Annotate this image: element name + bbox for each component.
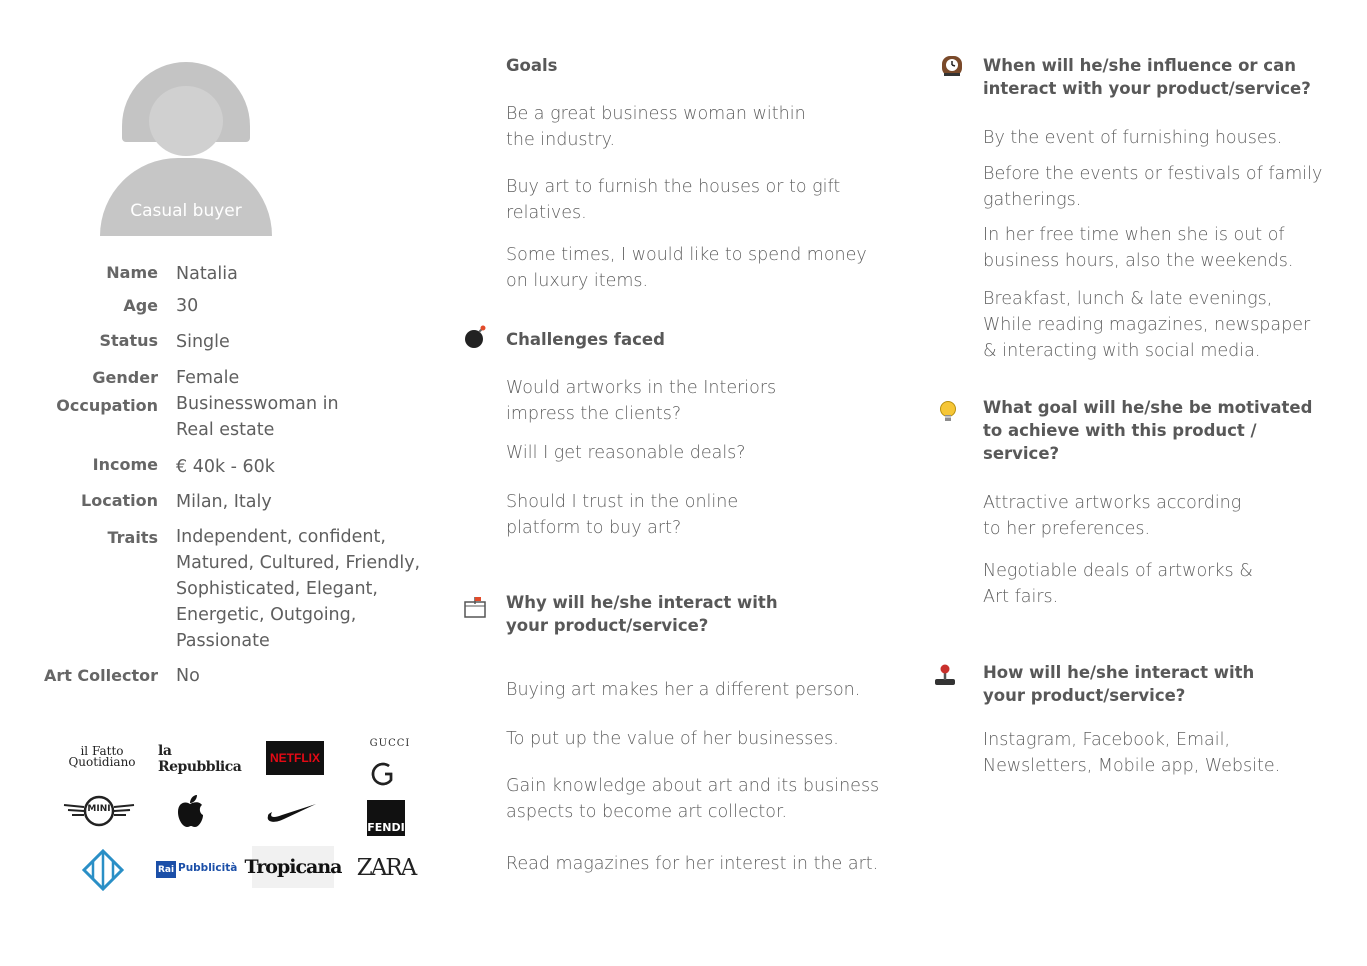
field-label-age: Age	[123, 296, 158, 315]
mediaset-diamond-icon	[82, 849, 124, 891]
field-value-traits: Independent, confident, Matured, Cultured, Friendly, Sophisticated, Elegant, Energetic, Outgoing, Passionate	[176, 527, 421, 651]
field-value-status: Single	[176, 332, 230, 352]
goal-item: Buy art to furnish the houses or to gift relatives.	[506, 177, 841, 223]
challenges-title: Challenges faced	[506, 330, 665, 349]
motivation-item: Attractive artworks according to her preferences.	[983, 493, 1242, 539]
rai-pubblicita-text: Pubblicità	[178, 862, 238, 874]
clock-icon	[940, 53, 966, 79]
zara-logo: ZARA	[356, 855, 416, 881]
why-item: To put up the value of her businesses.	[506, 729, 839, 749]
goal-item: Be a great business woman within the industry.	[506, 104, 806, 150]
gucci-gg-icon	[371, 758, 411, 788]
why-item: Gain knowledge about art and its business aspects to become art collector.	[506, 776, 880, 822]
field-label-income: Income	[92, 455, 158, 474]
lightbulb-icon	[937, 399, 963, 425]
when-item: Before the events or festivals of family gatherings.	[983, 164, 1323, 210]
how-item: Instagram, Facebook, Email, Newsletters, Mobile app, Website.	[983, 730, 1281, 776]
goals-title: Goals	[506, 56, 558, 75]
field-label-status: Status	[99, 331, 158, 350]
field-value-name: Natalia	[176, 264, 238, 284]
challenge-item: Would artworks in the Interiors impress the clients?	[506, 378, 777, 424]
apple-icon	[174, 793, 206, 829]
field-label-occupation: Occupation	[56, 396, 158, 415]
goal-item: Some times, I would like to spend money on luxury items.	[506, 245, 867, 291]
avatar-torso	[100, 158, 272, 236]
when-item: By the event of furnishing houses.	[983, 128, 1283, 148]
joystick-icon	[933, 662, 959, 688]
why-title: Why will he/she interact with your product/service?	[506, 593, 778, 635]
challenge-item: Will I get reasonable deals?	[506, 443, 746, 463]
il-fatto-quotidiano-logo: il Fatto Quotidiano	[68, 744, 136, 769]
when-title: When will he/she influence or can interact with your product/service?	[983, 56, 1311, 98]
nike-swoosh-icon	[266, 800, 318, 824]
why-item: Read magazines for her interest in the art.	[506, 854, 879, 874]
when-item: Breakfast, lunch & late evenings, While reading magazines, newspaper & interacting with social media.	[983, 289, 1311, 361]
field-label-name: Name	[106, 263, 158, 282]
bomb-icon	[462, 324, 488, 350]
rai-pubblicita-logo	[156, 859, 236, 881]
mailbox-icon	[462, 594, 488, 620]
avatar-tag: Casual buyer	[130, 201, 242, 221]
field-value-income: € 40k - 60k	[176, 457, 275, 477]
when-item: In her free time when she is out of business hours, also the weekends.	[983, 225, 1294, 271]
avatar-face	[149, 86, 223, 156]
tropicana-logo: Tropicana	[252, 846, 334, 888]
how-title: How will he/she interact with your product/service?	[983, 663, 1255, 705]
motivation-item: Negotiable deals of artworks & Art fairs.	[983, 561, 1253, 607]
persona-avatar	[100, 62, 272, 238]
motivation-title: What goal will he/she be motivated to achieve with this product / service?	[983, 398, 1313, 463]
fendi-logo: FENDI	[367, 800, 405, 836]
mini-wordmark: MINI	[87, 804, 111, 814]
gucci-wordmark: GUCCI	[369, 738, 411, 749]
field-label-location: Location	[81, 491, 158, 510]
la-repubblica-logo: la Repubblica	[158, 743, 242, 775]
field-value-occupation: Businesswoman in Real estate	[176, 394, 339, 440]
why-item: Buying art makes her a different person.	[506, 680, 861, 700]
field-label-art-collector: Art Collector	[43, 666, 158, 685]
field-value-gender: Female	[176, 368, 240, 388]
field-value-age: 30	[176, 296, 199, 316]
field-label-gender: Gender	[92, 368, 158, 387]
netflix-logo: NETFLIX	[266, 741, 324, 775]
mini-logo	[62, 795, 136, 827]
field-value-location: Milan, Italy	[176, 492, 272, 512]
gucci-logo	[362, 738, 418, 790]
rai-badge: Rai	[156, 861, 176, 878]
field-value-art-collector: No	[176, 666, 200, 686]
challenge-item: Should I trust in the online platform to buy art?	[506, 492, 739, 538]
field-label-traits: Traits	[107, 528, 158, 547]
